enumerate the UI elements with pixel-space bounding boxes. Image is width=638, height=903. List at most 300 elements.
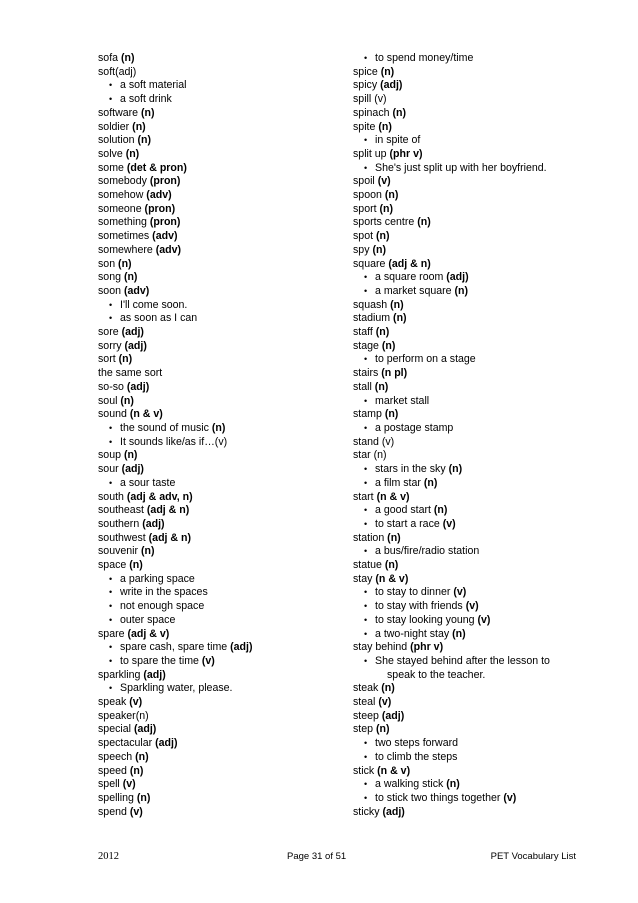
vocab-word: stars in the sky xyxy=(375,463,446,476)
vocab-word: spectacular xyxy=(98,737,153,750)
vocab-word: so-so xyxy=(98,380,124,393)
vocab-word: a postage stamp xyxy=(375,421,454,434)
vocab-word: staff xyxy=(353,326,373,339)
vocab-word: space xyxy=(98,559,127,572)
vocab-word: speaker(n) xyxy=(98,709,149,722)
vocab-word: sport xyxy=(353,202,377,215)
vocab-entry xyxy=(353,175,598,189)
vocab-entry xyxy=(98,792,343,806)
part-of-speech: (adj) xyxy=(126,380,150,393)
vocab-example xyxy=(353,422,598,436)
part-of-speech: (n) xyxy=(141,545,155,558)
vocab-example xyxy=(98,477,343,491)
vocab-word: someone xyxy=(98,202,142,215)
vocab-entry xyxy=(353,367,598,381)
vocab-word: a soft drink xyxy=(120,93,172,106)
part-of-speech: (n) xyxy=(118,257,132,270)
part-of-speech: (adj & n) xyxy=(148,531,192,544)
part-of-speech: (pron) xyxy=(144,202,176,215)
vocab-example xyxy=(353,395,598,409)
vocab-example xyxy=(98,655,343,669)
vocab-word: a parking space xyxy=(120,572,195,585)
vocab-entry xyxy=(98,66,343,80)
vocab-word: spice xyxy=(353,65,378,78)
vocab-word: spoil xyxy=(353,175,375,188)
vocab-entry xyxy=(353,107,598,121)
vocab-entry xyxy=(98,216,343,230)
part-of-speech: (v) xyxy=(122,778,136,791)
vocab-word: to stick two things together xyxy=(375,791,501,804)
vocab-example xyxy=(98,312,343,326)
vocab-entry xyxy=(353,216,598,230)
vocab-word: It sounds like/as if…(v) xyxy=(120,435,228,448)
vocab-word: a sour taste xyxy=(120,476,176,489)
vocab-entry xyxy=(353,93,598,107)
part-of-speech: (n) xyxy=(452,627,466,640)
vocab-entry xyxy=(353,258,598,272)
vocab-entry xyxy=(353,696,598,710)
vocab-word: sound xyxy=(98,408,127,421)
vocab-example xyxy=(353,655,598,669)
vocab-example xyxy=(98,79,343,93)
part-of-speech: (n) xyxy=(374,380,389,393)
part-of-speech: (n) xyxy=(378,120,392,133)
vocab-word: stay xyxy=(353,572,373,585)
vocab-word: to stay looking young xyxy=(375,613,475,626)
vocab-word: some xyxy=(98,161,124,174)
vocab-example xyxy=(98,641,343,655)
part-of-speech: (n) xyxy=(132,120,146,133)
part-of-speech: (n) xyxy=(381,682,395,695)
part-of-speech: (det & pron) xyxy=(126,161,187,174)
vocab-word: soon xyxy=(98,284,121,297)
part-of-speech: (phr v) xyxy=(410,641,444,654)
part-of-speech: (adj) xyxy=(143,668,166,681)
vocab-word: spot xyxy=(353,230,374,243)
part-of-speech: (n) xyxy=(118,353,133,366)
vocab-word: to stay to dinner xyxy=(375,586,451,599)
vocab-word: I'll come soon. xyxy=(120,298,188,311)
vocab-entry xyxy=(98,244,343,258)
vocab-entry xyxy=(98,107,343,121)
vocab-word: steep xyxy=(353,709,379,722)
vocab-word: souvenir xyxy=(98,545,139,558)
vocab-entry xyxy=(98,134,343,148)
vocab-word: in spite of xyxy=(375,134,421,147)
part-of-speech: (adj) xyxy=(124,339,147,352)
vocab-word: a bus/fire/radio station xyxy=(375,545,480,558)
footer-page-number: Page 31 of 51 xyxy=(287,851,347,862)
vocab-example xyxy=(98,682,343,696)
part-of-speech: (n) xyxy=(125,147,140,160)
vocab-entry xyxy=(98,559,343,573)
vocab-word: station xyxy=(353,531,385,544)
vocab-word: squash xyxy=(353,298,388,311)
vocab-entry xyxy=(98,778,343,792)
left-column xyxy=(98,52,343,819)
part-of-speech: (adv) xyxy=(123,284,150,297)
part-of-speech: (n) xyxy=(120,394,134,407)
vocab-example xyxy=(98,422,343,436)
vocab-word: stadium xyxy=(353,312,391,325)
vocab-example xyxy=(353,792,598,806)
vocab-word: southeast xyxy=(98,504,144,517)
part-of-speech: (n) xyxy=(135,750,149,763)
vocab-word: as soon as I can xyxy=(120,312,198,325)
vocab-entry xyxy=(353,312,598,326)
vocab-entry xyxy=(353,682,598,696)
part-of-speech: (adj) xyxy=(380,79,403,92)
footer-document-title: PET Vocabulary List xyxy=(490,851,576,862)
vocab-word: outer space xyxy=(120,613,176,626)
vocab-word: split up xyxy=(353,147,387,160)
vocab-word: solve xyxy=(98,147,123,160)
vocab-word: to stay with friends xyxy=(375,600,463,613)
part-of-speech: (v) xyxy=(129,805,143,818)
part-of-speech: (n) xyxy=(392,106,406,119)
vocab-word: spicy xyxy=(353,79,378,92)
vocab-word: the sound of music xyxy=(120,421,209,434)
vocab-word: to perform on a stage xyxy=(375,353,476,366)
part-of-speech: (n) xyxy=(372,243,386,256)
vocab-example xyxy=(353,504,598,518)
vocab-word: southwest xyxy=(98,531,146,544)
part-of-speech: (adv) xyxy=(152,230,178,243)
vocab-word: stand (v) xyxy=(353,435,395,448)
part-of-speech: (n) xyxy=(211,421,226,434)
vocab-entry xyxy=(98,504,343,518)
vocab-entry xyxy=(98,491,343,505)
vocab-word: soul xyxy=(98,394,118,407)
vocab-entry xyxy=(353,79,598,93)
vocab-word: software xyxy=(98,106,139,119)
vocab-word: special xyxy=(98,723,131,736)
vocab-word: spoon xyxy=(353,189,382,202)
right-column xyxy=(353,52,598,819)
part-of-speech: (n) xyxy=(120,52,135,64)
vocab-entry xyxy=(98,340,343,354)
vocab-example xyxy=(98,586,343,600)
part-of-speech: (adj & adv, n) xyxy=(126,490,193,503)
vocab-entry xyxy=(98,367,343,381)
part-of-speech: (n & v) xyxy=(377,764,411,777)
vocab-entry xyxy=(98,353,343,367)
vocab-entry xyxy=(98,408,343,422)
vocab-entry xyxy=(353,641,598,655)
vocab-word: spare xyxy=(98,627,125,640)
part-of-speech: (adv) xyxy=(146,189,172,202)
vocab-entry xyxy=(353,340,598,354)
vocab-entry xyxy=(353,381,598,395)
vocab-entry xyxy=(353,244,598,258)
vocab-example xyxy=(353,52,598,66)
vocab-example xyxy=(353,353,598,367)
vocab-example xyxy=(353,628,598,642)
vocab-example xyxy=(353,614,598,628)
vocab-word: stamp xyxy=(353,408,382,421)
vocab-entry xyxy=(353,203,598,217)
part-of-speech: (n) xyxy=(136,791,151,804)
vocab-word: sour xyxy=(98,463,119,476)
vocab-entry xyxy=(353,449,598,463)
vocab-word: sparkling xyxy=(98,668,141,681)
vocab-word: stay behind xyxy=(353,641,408,654)
vocab-word: write in the spaces xyxy=(120,586,208,599)
vocab-example xyxy=(98,93,343,107)
vocab-entry xyxy=(353,710,598,724)
vocab-entry xyxy=(98,395,343,409)
part-of-speech: (v) xyxy=(503,791,517,804)
vocab-word: star (n) xyxy=(353,449,387,462)
vocab-word: steak xyxy=(353,682,379,695)
vocab-entry xyxy=(98,381,343,395)
part-of-speech: (adv) xyxy=(155,243,182,256)
vocab-entry xyxy=(353,573,598,587)
vocab-word: speed xyxy=(98,764,127,777)
vocab-entry xyxy=(98,806,343,820)
part-of-speech: (n) xyxy=(454,284,469,297)
vocab-word: sorry xyxy=(98,339,122,352)
part-of-speech: (n) xyxy=(417,216,431,229)
vocab-entry xyxy=(98,723,343,737)
vocab-example-continued xyxy=(353,669,598,683)
vocab-entry xyxy=(353,326,598,340)
part-of-speech: (n) xyxy=(379,202,394,215)
part-of-speech: (v) xyxy=(442,517,456,530)
part-of-speech: (n) xyxy=(384,559,399,572)
part-of-speech: (v) xyxy=(465,600,479,613)
vocab-example xyxy=(353,586,598,600)
vocab-word: stick xyxy=(353,764,375,777)
vocab-entry xyxy=(98,628,343,642)
part-of-speech: (phr v) xyxy=(389,147,423,160)
vocab-entry xyxy=(98,545,343,559)
vocab-entry xyxy=(98,765,343,779)
part-of-speech: (n) xyxy=(393,312,407,325)
part-of-speech: (n) xyxy=(433,504,448,517)
part-of-speech: (n) xyxy=(129,764,144,777)
part-of-speech: (n) xyxy=(423,476,438,489)
part-of-speech: (adj) xyxy=(133,723,157,736)
vocab-word: spill (v) xyxy=(353,93,387,106)
vocab-word: two steps forward xyxy=(375,737,459,750)
vocab-word: a film star xyxy=(375,476,421,489)
footer-year: 2012 xyxy=(98,851,119,862)
part-of-speech: (v) xyxy=(377,175,391,188)
vocab-example xyxy=(353,285,598,299)
vocab-word: Sparkling water, please. xyxy=(120,682,233,695)
vocab-word: the same sort xyxy=(98,367,163,380)
vocab-example xyxy=(353,751,598,765)
vocab-entry xyxy=(353,148,598,162)
vocab-entry xyxy=(98,463,343,477)
vocab-word: sticky xyxy=(353,805,380,818)
vocab-word: spend xyxy=(98,805,127,818)
vocab-entry xyxy=(98,148,343,162)
part-of-speech: (v) xyxy=(453,586,467,599)
vocab-entry xyxy=(353,230,598,244)
vocab-word: market stall xyxy=(375,394,430,407)
vocab-word: somebody xyxy=(98,175,147,188)
part-of-speech: (n) xyxy=(390,298,404,311)
vocab-word: to start a race xyxy=(375,517,440,530)
vocab-entry xyxy=(353,723,598,737)
part-of-speech: (n & v) xyxy=(376,490,410,503)
vocab-word: sports centre xyxy=(353,216,415,229)
vocab-word: She stayed behind after the lesson to xyxy=(375,654,550,667)
part-of-speech: (n) xyxy=(141,106,155,119)
vocab-word: not enough space xyxy=(120,600,205,613)
part-of-speech: (n) xyxy=(375,230,390,243)
vocab-word: sofa xyxy=(98,52,119,64)
part-of-speech: (adj) xyxy=(382,805,405,818)
vocab-word: start xyxy=(353,490,374,503)
vocab-word: to spend money/time xyxy=(375,52,474,64)
vocab-word: to climb the steps xyxy=(375,750,458,763)
part-of-speech: (n) xyxy=(375,723,390,736)
vocab-word: spinach xyxy=(353,106,390,119)
part-of-speech: (adj) xyxy=(155,737,178,750)
part-of-speech: (n) xyxy=(123,271,138,284)
vocab-word: speak to the teacher. xyxy=(387,668,486,681)
vocab-entry xyxy=(98,162,343,176)
part-of-speech: (v) xyxy=(129,696,143,709)
part-of-speech: (n) xyxy=(381,339,396,352)
vocab-example xyxy=(353,518,598,532)
vocab-example xyxy=(353,134,598,148)
vocab-example xyxy=(353,271,598,285)
vocab-entry xyxy=(98,285,343,299)
vocab-example xyxy=(353,463,598,477)
vocab-example xyxy=(98,614,343,628)
vocab-word: solution xyxy=(98,134,135,147)
vocab-word: spy xyxy=(353,243,370,256)
vocab-entry xyxy=(98,175,343,189)
part-of-speech: (n) xyxy=(129,559,143,572)
vocab-word: She's just split up with her boyfriend. xyxy=(375,161,547,174)
vocab-word: somehow xyxy=(98,189,144,202)
vocab-entry xyxy=(98,710,343,724)
vocab-word: south xyxy=(98,490,124,503)
vocab-entry xyxy=(98,737,343,751)
vocab-word: spite xyxy=(353,120,376,133)
vocab-entry xyxy=(98,52,343,66)
vocab-example xyxy=(353,778,598,792)
vocab-entry xyxy=(98,669,343,683)
page-footer xyxy=(98,851,576,865)
vocab-word: a soft material xyxy=(120,79,187,92)
vocab-word: statue xyxy=(353,559,382,572)
vocab-word: square xyxy=(353,257,386,270)
part-of-speech: (n) xyxy=(448,463,463,476)
vocab-entry xyxy=(98,258,343,272)
vocab-example xyxy=(353,162,598,176)
vocab-word: song xyxy=(98,271,121,284)
part-of-speech: (n) xyxy=(380,65,395,78)
vocab-entry xyxy=(98,121,343,135)
part-of-speech: (adj) xyxy=(446,271,469,284)
part-of-speech: (adj & v) xyxy=(127,627,170,640)
part-of-speech: (adj & n) xyxy=(388,257,431,270)
vocab-example xyxy=(353,545,598,559)
vocab-word: speak xyxy=(98,696,127,709)
vocab-entry xyxy=(353,66,598,80)
vocab-word: to spare the time xyxy=(120,654,199,667)
part-of-speech: (adj) xyxy=(381,709,405,722)
vocab-word: son xyxy=(98,257,116,270)
part-of-speech: (n) xyxy=(384,189,399,202)
vocab-entry xyxy=(98,696,343,710)
part-of-speech: (n & v) xyxy=(375,572,409,585)
vocab-word: a walking stick xyxy=(375,778,444,791)
vocab-example xyxy=(98,600,343,614)
vocab-entry xyxy=(353,408,598,422)
vocab-word: southern xyxy=(98,517,140,530)
vocab-entry xyxy=(353,491,598,505)
vocab-word: something xyxy=(98,216,147,229)
vocab-word: a good start xyxy=(375,504,431,517)
vocab-entry xyxy=(353,806,598,820)
vocab-entry xyxy=(98,189,343,203)
part-of-speech: (v) xyxy=(378,696,392,709)
vocab-word: steal xyxy=(353,696,376,709)
vocab-word: sometimes xyxy=(98,230,150,243)
part-of-speech: (n pl) xyxy=(381,367,408,380)
vocab-entry xyxy=(353,765,598,779)
part-of-speech: (adj) xyxy=(121,326,144,339)
vocab-entry xyxy=(353,532,598,546)
vocab-entry xyxy=(98,449,343,463)
vocab-entry xyxy=(98,271,343,285)
vocab-word: soldier xyxy=(98,120,130,133)
vocab-word: step xyxy=(353,723,374,736)
vocab-word: spelling xyxy=(98,791,134,804)
part-of-speech: (n) xyxy=(387,531,401,544)
vocab-example xyxy=(98,436,343,450)
part-of-speech: (adj & n) xyxy=(146,504,190,517)
part-of-speech: (n) xyxy=(384,408,399,421)
part-of-speech: (n) xyxy=(137,134,151,147)
vocab-word: stall xyxy=(353,380,372,393)
vocab-entry xyxy=(353,299,598,313)
vocab-entry xyxy=(353,121,598,135)
vocab-entry xyxy=(98,532,343,546)
vocab-word: somewhere xyxy=(98,243,153,256)
vocab-entry xyxy=(353,559,598,573)
vocab-word: soup xyxy=(98,449,121,462)
vocab-word: stairs xyxy=(353,367,379,380)
part-of-speech: (n) xyxy=(123,449,138,462)
vocab-entry xyxy=(98,326,343,340)
vocab-example xyxy=(98,299,343,313)
part-of-speech: (n & v) xyxy=(129,408,163,421)
vocab-example xyxy=(353,477,598,491)
vocab-word: sort xyxy=(98,353,116,366)
vocab-word: a market square xyxy=(375,284,452,297)
part-of-speech: (pron) xyxy=(149,175,181,188)
vocab-example xyxy=(353,600,598,614)
vocab-entry xyxy=(98,518,343,532)
part-of-speech: (n) xyxy=(446,778,460,791)
vocab-word: soft(adj) xyxy=(98,65,137,78)
vocab-word: a square room xyxy=(375,271,444,284)
part-of-speech: (n) xyxy=(375,326,390,339)
vocab-word: a two-night stay xyxy=(375,627,450,640)
vocab-word: spare cash, spare time xyxy=(120,641,228,654)
vocab-entry xyxy=(98,751,343,765)
vocab-entry xyxy=(98,203,343,217)
vocab-example xyxy=(98,573,343,587)
